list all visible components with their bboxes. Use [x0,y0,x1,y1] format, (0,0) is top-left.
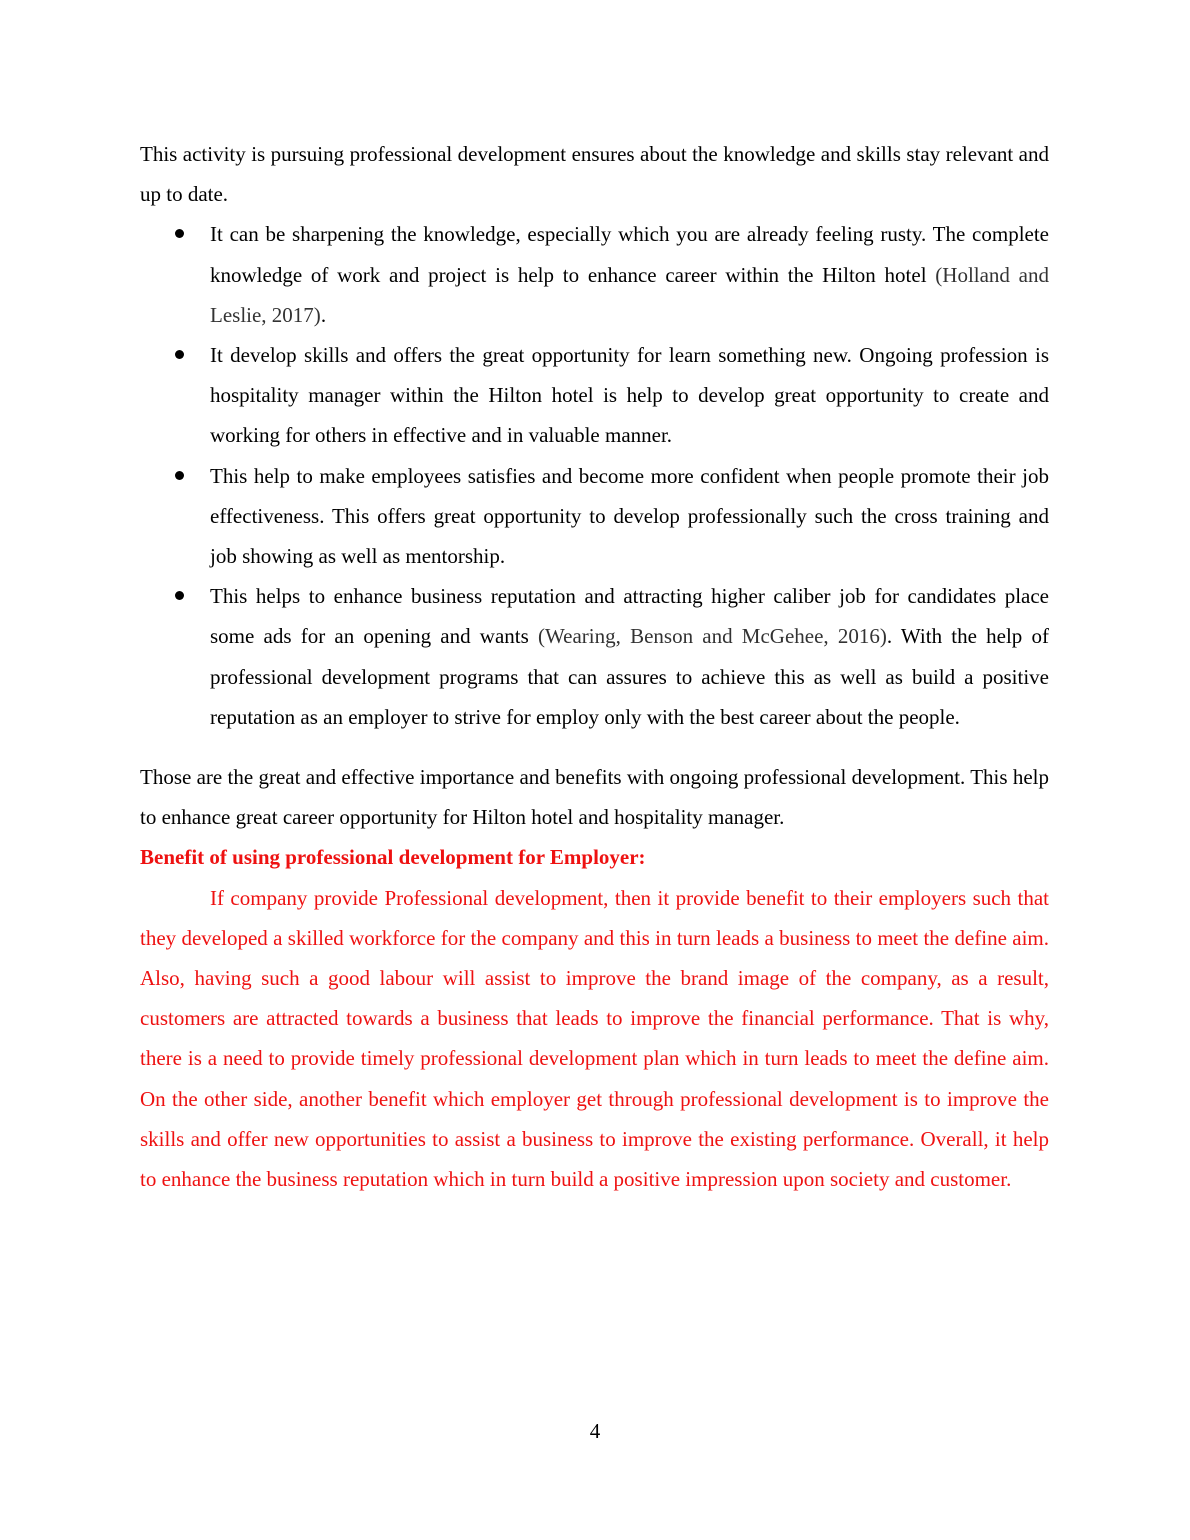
bullet-item [140,214,1049,335]
intro-paragraph: This activity is pursuing professional development ensures about the knowledge and skills stay relevant and up to date. [140,142,1049,207]
bullet-dot-icon [175,350,184,359]
conclusion-paragraph: Those are the great and effective importance and benefits with ongoing professional development. This help to enhance great career opportunity for Hilton hotel and hospitality manager. [140,765,1049,830]
bullet-text: It can be sharpening the knowledge, especially which you are already feeling rusty. The complete knowledge of work and project is help to enhance career within the Hilton hotel [210,222,1049,287]
bullet-text-after: . With the help of professional development programs that can assures to achieve this as well as build a positive reputation as an employer to strive for employ only with the best career about the people. [210,624,1049,729]
bullet-dot-icon [175,229,184,238]
bullet-text: It develop skills and offers the great opportunity for learn something new. Ongoing profession is hospitality manager within the Hilton hotel is help to develop great opportunity to create and working for others in effective and in valuable manner. [210,343,1049,448]
bullet-text: This help to make employees satisfies and become more confident when people promote their job effectiveness. This offers great opportunity to develop professionally such the cross training and job showing as well as mentorship. [210,463,1049,569]
page-number: 4 [589,1419,601,1443]
citation: (Wearing, Benson and McGehee, 2016) [538,624,887,649]
bullet-text-after: . [320,302,327,327]
benefits-bullet-list [140,214,1049,737]
bullet-text: This helps to enhance business reputation and attracting higher caliber job for candidates place some ads for an opening and wants [210,584,1049,649]
bullet-item [140,456,1049,577]
bullet-item [140,576,1049,737]
bullet-dot-icon [175,471,184,480]
employer-benefit-paragraph: If company provide Professional development, then it provide benefit to their employers such that they developed a skilled workforce for the company and this in turn leads a business to meet the define aim. Also, having such a good labour will assist to improve the brand image of the company, as a result, customers are attracted towards a business that leads to improve the financial performance. That is why, there is a need to provide timely professional development plan which in turn leads to meet the define aim. On the other side, another benefit which employer get through professional development is to improve the skills and offer new opportunities to assist a business to improve the existing performance. Overall, it help to enhance the business reputation which in turn build a positive impression upon society and customer. [140,885,1049,1192]
document-page [140,134,1049,1199]
spacer [140,737,1049,757]
bullet-item [140,335,1049,456]
employer-benefit-heading: Benefit of using professional development for Employer: [140,845,646,870]
citation: (Holland and Leslie, 2017) [210,262,1049,327]
bullet-dot-icon [175,591,184,600]
